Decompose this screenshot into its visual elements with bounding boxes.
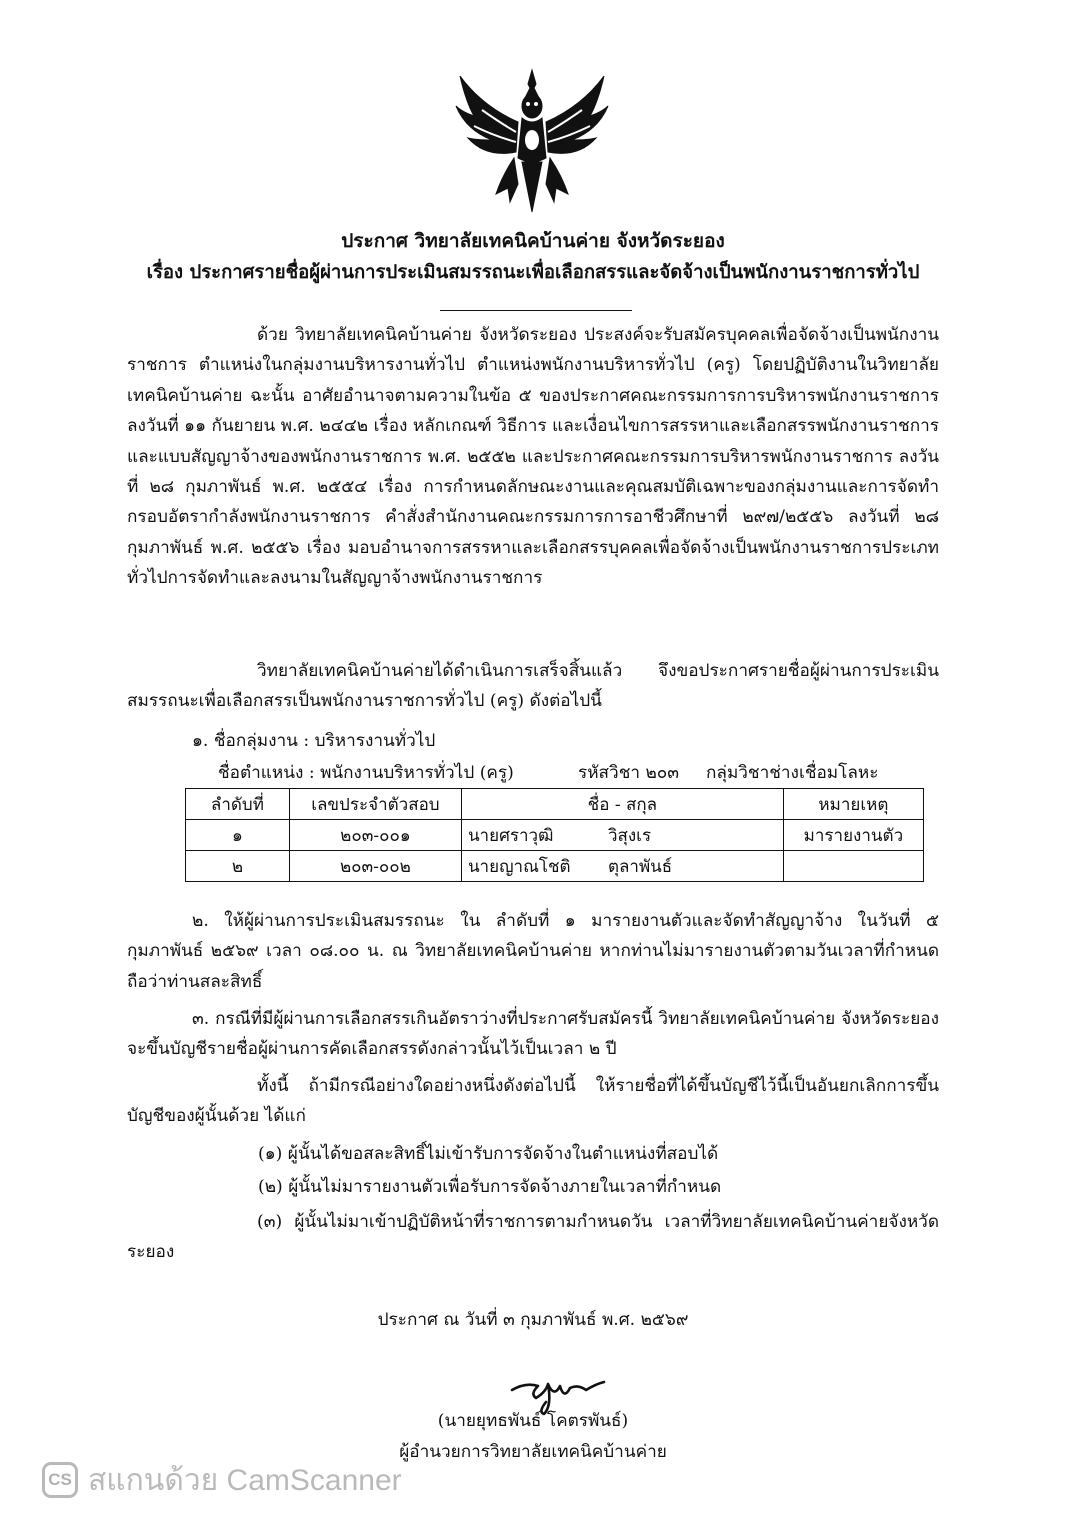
header-name: ชื่อ - สกุล (461, 789, 783, 820)
header-exam-id: เลขประจำตัวสอบ (289, 789, 461, 820)
row-last-name: วิสุงเร (607, 825, 652, 846)
announcement-subject: เรื่อง ประกาศรายชื่อผู้ผ่านการประเมินสมรรถนะเพื่อเลือกสรรและจัดจ้างเป็นพนักงานราชการทั่วไป (146, 262, 920, 283)
table-header-row (186, 789, 924, 820)
row-name (461, 820, 783, 851)
table-row (186, 851, 924, 882)
header-note: หมายเหตุ (783, 789, 923, 820)
subject-code: รหัสวิชา ๒๐๓ (578, 763, 680, 783)
camscanner-logo-icon: CS (42, 1462, 78, 1498)
row-exam-id: ๒๐๓-๐๐๑ (289, 820, 461, 851)
signer-name: (นายยุทธพันธ์ โคตรพันธ์) (437, 1411, 629, 1431)
candidate-table (185, 788, 924, 882)
row-last-name: ตุลาพันธ์ (607, 856, 673, 877)
report-paragraph: ๒. ให้ผู้ผ่านการประเมินสมรรถนะ ใน ลำดับที่ ๑ มารายงานตัวและจัดทำสัญญาจ้าง ในวันที่ ๕ กุมภาพันธ์ ๒๕๖๙ เวลา ๐๘.๐๐ น. ณ วิทยาลัยเทคนิคบ้านค่าย หากท่านไม่มารายงานตัวตามวันเวลาที่กำหนด ถือว่าท่านสละสิทธิ์ (127, 911, 939, 992)
cancel-paragraph: ทั้งนี้ ถ้ามีกรณีอย่างใดอย่างหนึ่งดังต่อไปนี้ ให้รายชื่อที่ได้ขึ้นบัญชีไว้นี้เป็นอันยกเลิกการขึ้นบัญชีของผู้นั้นด้วย ได้แก่ (127, 1076, 939, 1127)
row-no: ๑ (186, 820, 290, 851)
watermark-text: สแกนด้วย CamScanner (88, 1463, 402, 1497)
row-name (461, 851, 783, 882)
announcement-title: ประกาศ วิทยาลัยเทคนิคบ้านค่าย จังหวัดระยอง (341, 230, 725, 252)
garuda-emblem-icon (452, 66, 612, 216)
row-note: มารายงานตัว (783, 820, 923, 851)
table-row (186, 820, 924, 851)
list-paragraph: ๓. กรณีที่มีผู้ผ่านการเลือกสรรเกินอัตราว่างที่ประกาศรับสมัครนี้ วิทยาลัยเทคนิคบ้านค่าย จังหวัดระยอง จะขึ้นบัญชีรายชื่อผู้ผ่านการคัดเลือกสรรดังกล่าวนั้นไว้เป็นเวลา ๒ ปี (127, 1009, 939, 1060)
row-exam-id: ๒๐๓-๐๐๒ (289, 851, 461, 882)
camscanner-watermark (42, 1460, 402, 1500)
header-no: ลำดับที่ (186, 789, 290, 820)
row-first-name: นายญาณโชติ (467, 856, 571, 877)
position-line: ชื่อตำแหน่ง : พนักงานบริหารทั่วไป (ครู) (218, 763, 514, 783)
condition-3: (๓) ผู้นั้นไม่มาเข้าปฏิบัติหน้าที่ราชการตามกำหนดวัน เวลาที่วิทยาลัยเทคนิคบ้านค่ายจังหวัดระยอง (127, 1212, 939, 1263)
subject-group: กลุ่มวิชาช่างเชื่อมโลหะ (706, 763, 879, 783)
condition-1: (๑) ผู้นั้นได้ขอสละสิทธิ์ไม่เข้ารับการจัดจ้างในตำแหน่งที่สอบได้ (258, 1144, 719, 1164)
intro-paragraph: ด้วย วิทยาลัยเทคนิคบ้านค่าย จังหวัดระยอง ประสงค์จะรับสมัครบุคคลเพื่อจัดจ้างเป็นพนักงานราชการ ตำแหน่งในกลุ่มงานบริหารงานทั่วไป ตำแหน่งพนักงานบริหารทั่วไป (ครู) โดยปฏิบัติงานในวิทยาลัยเทคนิคบ้านค่าย ฉะนั้น อาศัยอำนาจตามความในข้อ ๕ ของประกาศคณะกรรมการการบริหารพนักงานราชการ ลงวันที่ ๑๑ กันยายน พ.ศ. ๒๔๔๒ เรื่อง หลักเกณฑ์ วิธีการ และเงื่อนไขการสรรหาและเลือกสรรพนักงานราชการและแบบสัญญาจ้างของพนักงานราชการ พ.ศ. ๒๕๕๒ และประกาศคณะกรรมการบริหารพนักงานราชการ ลงวันที่ ๒๘ กุมภาพันธ์ พ.ศ. ๒๕๕๔ เรื่อง การกำหนดลักษณะงานและคุณสมบัติเฉพาะของกลุ่มงานและการจัดทำกรอบอัตรากำลังพนักงานราชการ คำสั่งสำนักงานคณะกรรมการการอาชีวศึกษาที่ ๒๙๗/๒๕๕๖ ลงวันที่ ๒๘ กุมภาพันธ์ พ.ศ. ๒๕๕๖ เรื่อง มอบอำนาจการสรรหาและเลือกสรรบุคคลเพื่อจัดจ้างเป็นพนักงานราชการประเภททั่วไปการจัดทำและลงนามในสัญญาจ้างพนักงานราชการ (127, 325, 939, 589)
result-paragraph: วิทยาลัยเทคนิคบ้านค่ายได้ดำเนินการเสร็จสิ้นแล้ว จึงขอประกาศรายชื่อผู้ผ่านการประเมินสมรรถนะเพื่อเลือกสรรเป็นพนักงานราชการทั่วไป (ครู) ดังต่อไปนี้ (127, 661, 939, 712)
row-no: ๒ (186, 851, 290, 882)
work-group-line: ๑. ชื่อกลุ่มงาน : บริหารงานทั่วไป (192, 731, 436, 751)
row-note (783, 851, 923, 882)
condition-2: (๒) ผู้นั้นไม่มารายงานตัวเพื่อรับการจัดจ้างภายในเวลาที่กำหนด (258, 1177, 722, 1197)
announcement-date: ประกาศ ณ วันที่ ๓ กุมภาพันธ์ พ.ศ. ๒๕๖๙ (377, 1310, 689, 1330)
title-divider (440, 310, 632, 311)
signer-title: ผู้อำนวยการวิทยาลัยเทคนิคบ้านค่าย (399, 1442, 667, 1462)
row-first-name: นายศราวุฒิ (467, 825, 554, 846)
